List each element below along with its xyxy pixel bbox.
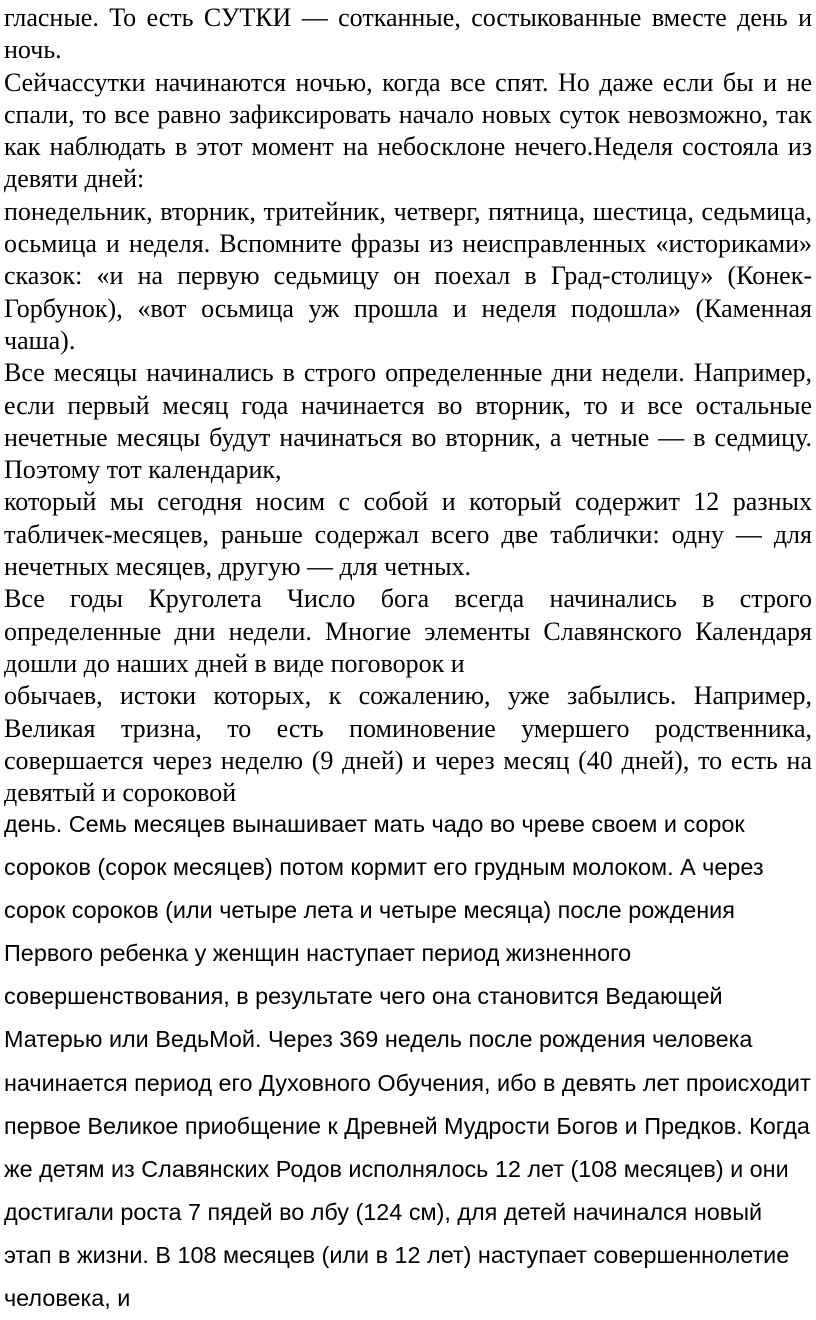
paragraph-month-start: Все месяцы начинались в строго определенные дни недели. Например, если первый месяц года начинается во вторник, то и все остальные нечетные месяцы будут начинаться во вторник, а четные — в седмицу. Поэтому тот календарик,	[4, 358, 812, 485]
paragraph-calendar-tables: который мы сегодня носим с собой и который содержит 12 разных табличек-месяцев, раньше содержал всего две таблички: одну — для нечетных месяцев, другую — для четных.	[4, 487, 812, 582]
paragraph-life-periods: день. Семь месяцев вынашивает мать чадо во чреве своем и сорок сороков (сорок месяцев) потом кормит его грудным молоком. А через сорок сороков (или четыре лета и четыре месяца) после рождения Первого ребенка у женщин наступает период жизненного совершенствования, в результате чего она становится Ведающей Матерью или ВедьМой. Через 369 недель после рождения человека начинается период его Духовного Обучения, ибо в девять лет происходит первое Великое приобщение к Древней Мудрости Богов и Предков. Когда же детям из Славянских Родов исполнялось 12 лет (108 месяцев) и они достигали роста 7 пядей во лбу (124 см), для детей начинался новый этап в жизни. В 108 месяцев (или в 12 лет) наступает совершеннолетие человека, и	[4, 811, 811, 1312]
paragraph-nine-day-week: Сейчассутки начинаются ночью, когда все спят. Но даже если бы и не спали, то все равно зафиксировать начало новых суток невозможно, так как наблюдать в этот момент на небосклоне нечего.Неделя состояла из девяти дней:	[4, 67, 812, 194]
paragraph-year-start: Все годы Круголета Число бога всегда начинались в строго определенные дни недели. Многие элементы Славянского Календаря дошли до наших дней в виде поговорок и	[4, 584, 812, 678]
sans-text-block	[4, 803, 812, 1320]
paragraph-day-night: гласные. То есть СУТКИ — сотканные, состыкованные вместе день и ночь.	[4, 3, 812, 65]
serif-text-block	[4, 2, 812, 809]
paragraph-weekday-names: понедельник, вторник, тритейник, четверг, пятница, шестица, седьмица, осьмица и неделя. Вспомните фразы из неисправленных «историками» сказок: «и на первую седьмицу он поехал в Град-столицу» (Конек-Горбунок), «вот осьмица уж прошла и неделя подошла» (Каменная чаша).	[4, 196, 812, 355]
paragraph-customs: обычаев, истоки которых, к сожалению, уже забылись. Например, Великая тризна, то есть поминовение умершего родственника, совершается через неделю (9 дней) и через месяц (40 дней), то есть на девятый и сороковой	[4, 681, 812, 808]
